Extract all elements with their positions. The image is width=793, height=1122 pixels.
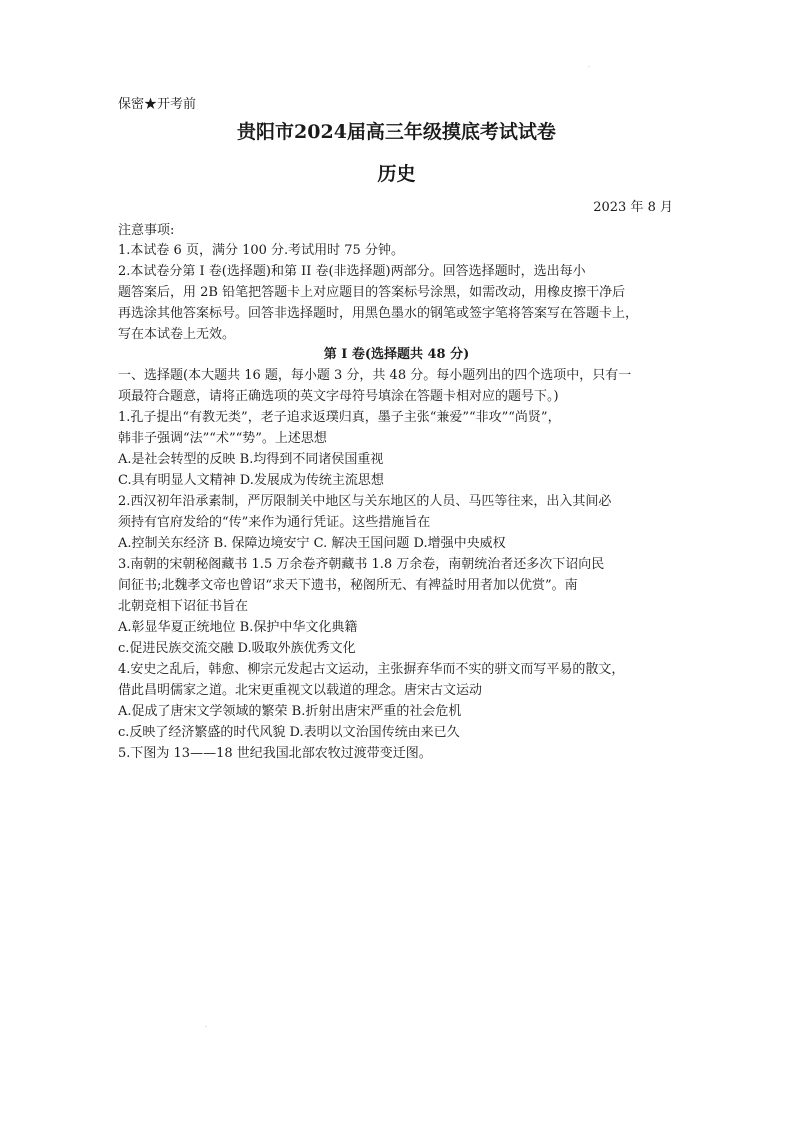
question-line: 北朝竞相下诏征书旨在 bbox=[118, 599, 249, 614]
notice-line: 题答案后，用 2B 铅笔把答题卡上对应题目的答案标号涂黑，如需改动，用橡皮擦干净后 bbox=[118, 285, 626, 300]
exam-title: 贵阳市2024届高三年级摸底考试试卷 bbox=[237, 121, 556, 143]
question-line: 3.南朝的宋朝秘阁藏书 1.5 万余卷齐朝藏书 1.8 万余卷，南朝统治者还多次下诏向民 bbox=[118, 557, 605, 572]
option-line: A.彰显华夏正统地位 B.保护中华文化典籍 bbox=[118, 620, 358, 635]
option-line: C.具有明显人文精神 D.发展成为传统主流思想 bbox=[118, 473, 384, 488]
confidential-label: 保密★开考前 bbox=[118, 97, 197, 112]
question-line: 2.西汉初年沿承素制，严厉限制关中地区与关东地区的人员、马匹等往来，出入其间必 bbox=[118, 494, 612, 509]
option-line: A.促成了唐宋文学领域的繁荣 B.折射出唐宋严重的社会危机 bbox=[118, 704, 462, 719]
notice-line: 1.本试卷 6 页，满分 100 分.考试用时 75 分钟。 bbox=[118, 243, 404, 258]
question-line: 韩非子强调“法”“术”“势”。上述思想 bbox=[118, 431, 327, 446]
notice-line: 再选涂其他答案标号。回答非选择题时，用黑色墨水的钢笔或签字笔将答案写在答题卡上， bbox=[118, 306, 639, 321]
notice-line: 写在本试卷上无效。 bbox=[118, 327, 236, 342]
option-line: A.控制关东经济 B. 保障边境安宁 C. 解决王国问题 D.增强中央威权 bbox=[118, 536, 506, 551]
option-line: c.反映了经济繁盛的时代风貌 D.表明以文治国传统由来已久 bbox=[118, 725, 460, 740]
question-line: 5.下图为 13——18 世纪我国北部农牧过渡带变迁图。 bbox=[118, 746, 432, 761]
section-heading: 第 I 卷(选择题共 48 分) bbox=[323, 347, 470, 362]
section-instruction: 一、选择题(本大题共 16 题，每小题 3 分，共 48 分。每小题列出的四个选项中，只有一 bbox=[118, 368, 632, 383]
question-line: 借此昌明儒家之道。北宋更重视文以载道的理念。唐宋古文运动 bbox=[118, 683, 483, 698]
section-instruction: 项最符合题意，请将正确选项的英文字母符号填涂在答题卡相对应的题号下。) bbox=[118, 389, 559, 404]
option-line: c.促进民族交流交融 D.吸取外族优秀文化 bbox=[118, 641, 356, 656]
question-line: 须持有官府发给的“传”来作为通行凭证。这些措施旨在 bbox=[118, 515, 431, 530]
subject-title: 历史 bbox=[377, 163, 416, 185]
question-line: 1.孔子提出“有教无类”，老子追求返璞归真，墨子主张“兼爱”“非攻”“尚贤”， bbox=[118, 410, 561, 425]
exam-date: 2023 年 8 月 bbox=[593, 200, 673, 215]
question-line: 4.安史之乱后，韩愈、柳宗元发起古文运动，主张摒弃华而不实的骈文而写平易的散文， bbox=[118, 662, 625, 677]
notice-line: 2.本试卷分第 I 卷(选择题)和第 II 卷(非选择题)两部分。回答选择题时，选出每小 bbox=[118, 264, 586, 279]
scan-speck: · bbox=[588, 64, 590, 71]
scan-speck: · bbox=[205, 1024, 207, 1031]
option-line: A.是社会转型的反映 B.均得到不同诸侯国重视 bbox=[118, 452, 384, 467]
notice-heading: 注意事项: bbox=[118, 223, 175, 238]
question-line: 间征书;北魏孝文帝也曾诏“求天下遗书，秘阁所无、有裨益时用者加以优赏”。南 bbox=[118, 578, 578, 593]
